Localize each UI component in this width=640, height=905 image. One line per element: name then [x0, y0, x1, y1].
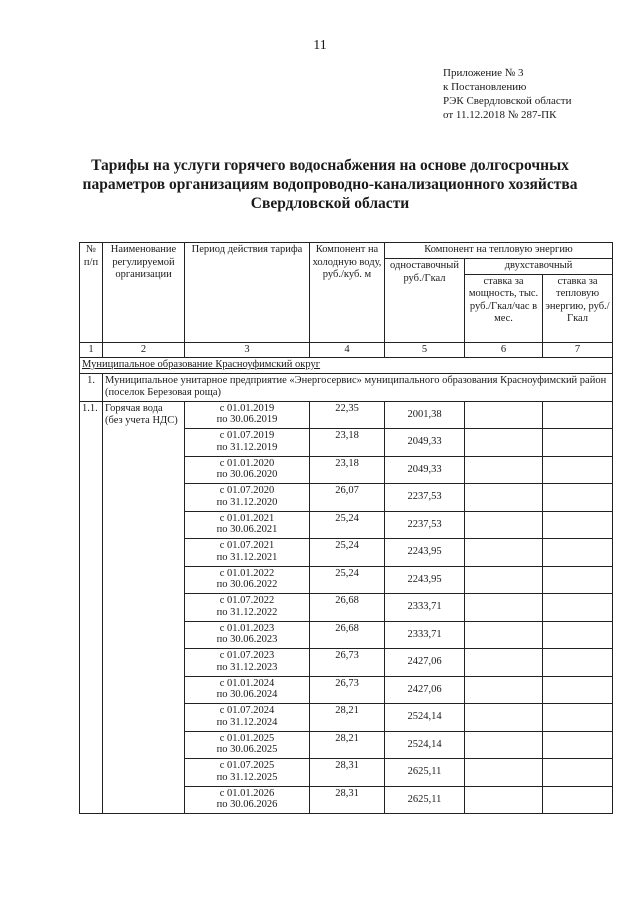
header-period: Период действия тарифа — [185, 243, 310, 343]
period-to: по 31.12.2021 — [216, 551, 278, 563]
single-rate-value: 2625,11 — [385, 786, 465, 814]
capacity-rate-empty — [465, 649, 543, 677]
period-cell — [185, 429, 310, 457]
col-number: 7 — [543, 342, 613, 358]
capacity-rate-empty — [465, 566, 543, 594]
capacity-rate-empty — [465, 621, 543, 649]
cold-water-value: 26,07 — [310, 484, 385, 512]
cold-water-value: 26,73 — [310, 676, 385, 704]
col-number: 4 — [310, 342, 385, 358]
col-number: 5 — [385, 342, 465, 358]
period-from: с 01.07.2023 — [219, 650, 275, 661]
cold-water-value: 25,24 — [310, 566, 385, 594]
period-from: с 01.07.2020 — [219, 485, 275, 496]
period-cell — [185, 731, 310, 759]
title-line: параметров организациям водопроводно-канализационного хозяйства — [82, 176, 578, 193]
header-capacity-rate: ставка за мощность, тыс. руб./Гкал/час в мес. — [465, 274, 543, 342]
cold-water-value: 28,31 — [310, 786, 385, 814]
energy-rate-empty — [543, 484, 613, 512]
energy-rate-empty — [543, 566, 613, 594]
period-cell — [185, 649, 310, 677]
energy-rate-empty — [543, 704, 613, 732]
header-num: № п/п — [80, 243, 103, 343]
capacity-rate-empty — [465, 539, 543, 567]
period-to: по 30.06.2023 — [216, 634, 278, 645]
document-title — [70, 156, 590, 213]
table-row — [80, 401, 613, 429]
energy-rate-empty — [543, 539, 613, 567]
energy-rate-empty — [543, 429, 613, 457]
cold-water-value: 26,68 — [310, 621, 385, 649]
cold-water-value: 25,24 — [310, 539, 385, 567]
period-from: с 01.01.2025 — [219, 732, 275, 744]
energy-rate-empty — [543, 786, 613, 814]
single-rate-value: 2049,33 — [385, 456, 465, 484]
capacity-rate-empty — [465, 759, 543, 787]
cold-water-value: 25,24 — [310, 511, 385, 539]
period-cell — [185, 676, 310, 704]
header-single-rate: одноставочный руб./Гкал — [385, 259, 465, 343]
header-two-rate: двухставочный — [465, 259, 613, 275]
energy-rate-empty — [543, 594, 613, 622]
period-to: по 31.12.2024 — [216, 716, 278, 728]
period-to: по 30.06.2021 — [216, 524, 278, 535]
capacity-rate-empty — [465, 484, 543, 512]
single-rate-value: 2001,38 — [385, 401, 465, 429]
energy-rate-empty — [543, 456, 613, 484]
header-cold-water: Компонент на холодную воду, руб./куб. м — [310, 243, 385, 343]
single-rate-value: 2237,53 — [385, 511, 465, 539]
header-org: Наименование регулируемой организации — [103, 243, 185, 343]
period-cell — [185, 566, 310, 594]
period-to: по 31.12.2019 — [216, 441, 278, 453]
period-cell — [185, 759, 310, 787]
col-number: 2 — [103, 342, 185, 358]
title-line: Свердловской области — [250, 195, 410, 212]
single-rate-value: 2524,14 — [385, 704, 465, 732]
energy-rate-empty — [543, 401, 613, 429]
capacity-rate-empty — [465, 676, 543, 704]
period-to: по 31.12.2025 — [216, 771, 278, 783]
cold-water-value: 26,68 — [310, 594, 385, 622]
period-to: по 30.06.2025 — [216, 744, 278, 755]
period-to: по 30.06.2026 — [216, 799, 278, 810]
period-from: с 01.07.2021 — [219, 540, 275, 551]
single-rate-value: 2243,95 — [385, 566, 465, 594]
appendix-line: от 11.12.2018 № 287-ПК — [443, 109, 557, 121]
period-from: с 01.01.2020 — [219, 457, 275, 469]
single-rate-value: 2243,95 — [385, 539, 465, 567]
period-cell — [185, 511, 310, 539]
capacity-rate-empty — [465, 429, 543, 457]
capacity-rate-empty — [465, 786, 543, 814]
col-number: 3 — [185, 342, 310, 358]
capacity-rate-empty — [465, 401, 543, 429]
period-from: с 01.01.2019 — [219, 402, 275, 414]
period-cell — [185, 621, 310, 649]
period-to: по 31.12.2023 — [216, 661, 278, 673]
single-rate-value: 2427,06 — [385, 649, 465, 677]
appendix-line: Приложение № 3 — [443, 67, 524, 79]
period-to: по 30.06.2020 — [216, 469, 278, 480]
period-from: с 01.07.2019 — [219, 430, 275, 441]
period-from: с 01.01.2024 — [219, 677, 275, 689]
energy-rate-empty — [543, 649, 613, 677]
col-number: 1 — [80, 342, 103, 358]
capacity-rate-empty — [465, 594, 543, 622]
capacity-rate-empty — [465, 456, 543, 484]
cold-water-value: 23,18 — [310, 456, 385, 484]
period-cell — [185, 594, 310, 622]
cold-water-value: 28,21 — [310, 704, 385, 732]
period-cell — [185, 401, 310, 429]
single-rate-value: 2049,33 — [385, 429, 465, 457]
item-number: 1.1. — [80, 401, 103, 814]
energy-rate-empty — [543, 759, 613, 787]
period-to: по 31.12.2020 — [216, 496, 278, 508]
period-to: по 30.06.2024 — [216, 689, 278, 700]
period-cell — [185, 539, 310, 567]
header-heat-component: Компонент на тепловую энергию — [385, 243, 613, 259]
period-to: по 30.06.2022 — [216, 579, 278, 590]
tariff-table — [79, 242, 613, 814]
cold-water-value: 28,31 — [310, 759, 385, 787]
cold-water-value: 26,73 — [310, 649, 385, 677]
org-name: Муниципальное унитарное предприятие «Энергосервис» муниципального образования Красноуфимский район (поселок Березовая роща) — [103, 373, 613, 401]
appendix-line: РЭК Свердловской области — [443, 95, 572, 107]
single-rate-value: 2333,71 — [385, 594, 465, 622]
single-rate-value: 2333,71 — [385, 621, 465, 649]
energy-rate-empty — [543, 731, 613, 759]
org-number: 1. — [80, 373, 103, 401]
energy-rate-empty — [543, 676, 613, 704]
period-cell — [185, 456, 310, 484]
period-from: с 01.01.2026 — [219, 787, 275, 799]
item-name: Горячая вода (без учета НДС) — [103, 401, 185, 814]
single-rate-value: 2237,53 — [385, 484, 465, 512]
cold-water-value: 22,35 — [310, 401, 385, 429]
energy-rate-empty — [543, 511, 613, 539]
period-cell — [185, 704, 310, 732]
single-rate-value: 2524,14 — [385, 731, 465, 759]
capacity-rate-empty — [465, 511, 543, 539]
cold-water-value: 23,18 — [310, 429, 385, 457]
municipality-heading: Муниципальное образование Красноуфимский округ — [80, 358, 613, 374]
period-from: с 01.07.2022 — [219, 595, 275, 606]
appendix-block — [443, 66, 571, 122]
single-rate-value: 2625,11 — [385, 759, 465, 787]
period-from: с 01.07.2024 — [219, 705, 275, 716]
period-to: по 30.06.2019 — [216, 414, 278, 425]
title-line: Тарифы на услуги горячего водоснабжения на основе долгосрочных — [91, 157, 569, 174]
col-number: 6 — [465, 342, 543, 358]
period-cell — [185, 786, 310, 814]
capacity-rate-empty — [465, 731, 543, 759]
period-from: с 01.07.2025 — [219, 760, 275, 771]
period-from: с 01.01.2023 — [219, 622, 275, 634]
period-cell — [185, 484, 310, 512]
cold-water-value: 28,21 — [310, 731, 385, 759]
single-rate-value: 2427,06 — [385, 676, 465, 704]
period-to: по 31.12.2022 — [216, 606, 278, 618]
page-number: 11 — [313, 38, 327, 53]
period-from: с 01.01.2021 — [219, 512, 275, 524]
period-from: с 01.01.2022 — [219, 567, 275, 579]
energy-rate-empty — [543, 621, 613, 649]
capacity-rate-empty — [465, 704, 543, 732]
header-energy-rate: ставка за тепловую энергию, руб./Гкал — [543, 274, 613, 342]
appendix-line: к Постановлению — [443, 81, 527, 93]
